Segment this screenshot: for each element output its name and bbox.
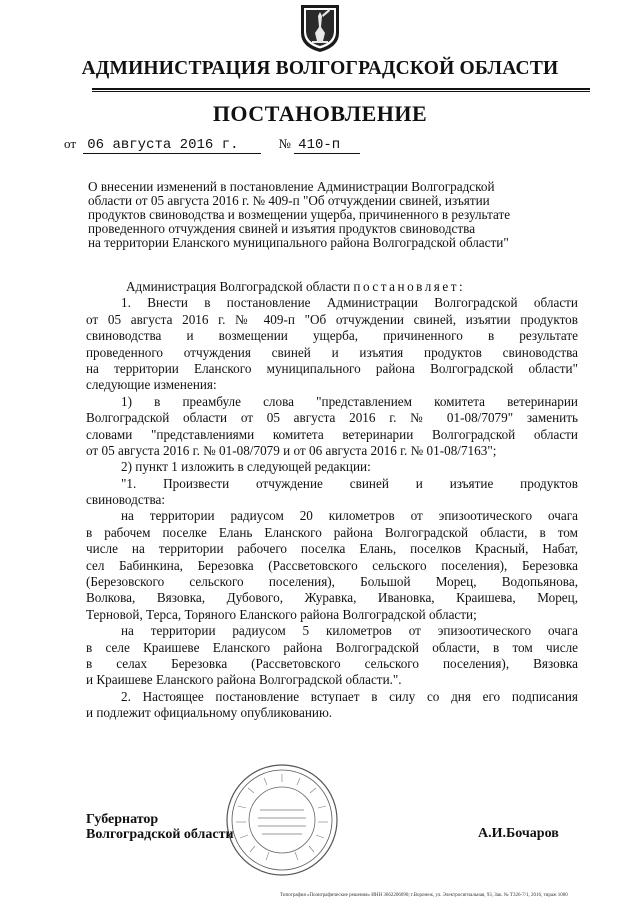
subject-line: продуктов свиноводства и возмещении ущерба, причиненного в результате <box>88 207 511 223</box>
document-subject <box>88 180 574 250</box>
body-line: сел Бабинкина, Березовка (Рассветовского сельского поселения), Березовка <box>86 557 578 573</box>
body-line: и подлежит официальному опубликованию. <box>86 705 333 721</box>
official-seal-stamp <box>224 762 340 878</box>
coat-of-arms-emblem <box>298 3 342 53</box>
body-line: от 05 августа 2016 г. № 409-п "Об отчуждении свиней, изъятии продуктов <box>86 311 578 327</box>
document-type-title: ПОСТАНОВЛЕНИЕ <box>212 101 428 126</box>
dateline <box>64 136 360 154</box>
body-intro <box>86 279 578 295</box>
signatory-title-line1: Губернатор <box>86 812 159 827</box>
header-rule-thin <box>92 91 590 92</box>
subject-line: О внесении изменений в постановление Администрации Волгоградской <box>88 179 495 194</box>
signatory-title-line2: Волгоградской области <box>86 827 234 842</box>
document-number: 410-п <box>294 137 360 154</box>
printer-imprint: Типография «Полиграфические решения» ИНН 3662206090; г.Воронеж, ул. Электросигнальная, 93, Зак. № Т326-7/1, 2016, тираж 1000 <box>280 893 568 898</box>
document-date: 06 августа 2016 г. <box>83 137 261 154</box>
intro-prefix: Администрация Волгоградской области <box>126 279 351 294</box>
body-line: 2) пункт 1 изложить в следующей редакции: <box>121 459 371 475</box>
body-line: на территории радиусом 20 километров от эпизоотического очага <box>121 508 578 524</box>
body-line: словами "представлениями комитета ветеринарии Волгоградской области <box>86 426 578 442</box>
number-label: № <box>278 136 291 151</box>
body-line: "1. Произвести отчуждение свиней и изъятие продуктов <box>121 475 578 491</box>
body-line: следующие изменения: <box>86 377 217 393</box>
body-line: в селах Березовка (Рассветовского сельского поселения), Вязовка <box>86 655 578 671</box>
body-line: проведенного отчуждения свиней и изъятия продуктов свиноводства <box>86 344 578 360</box>
signatory-name: А.И.Бочаров <box>478 826 559 841</box>
body-line: (Березовского сельского поселения), Большой Морец, Водопьянова, <box>86 574 578 590</box>
body-line: 1. Внести в постановление Администрации Волгоградской области <box>121 295 578 311</box>
body-line: Волкова, Вязовка, Дубового, Журавка, Ивановка, Краишева, Морец, <box>86 590 578 606</box>
body-line: от 05 августа 2016 г. № 01-08/7079 и от 06 августа 2016 г. № 01-08/7163"; <box>86 442 497 458</box>
body-line: на территории Еланского муниципального района Волгоградской области" <box>86 360 578 376</box>
body-line: на территории радиусом 5 километров от эпизоотического очага <box>121 623 578 639</box>
from-label: от <box>64 136 77 151</box>
signatory-title <box>86 812 234 842</box>
body-line: и Краишеве Еланского района Волгоградской области.". <box>86 672 402 688</box>
body-line: числе на территории рабочего поселка Елань, поселков Красный, Набат, <box>86 541 578 557</box>
subject-line: области от 05 августа 2016 г. № 409-п "Об отчуждении свиней, изъятии <box>88 193 490 209</box>
organization-title: АДМИНИСТРАЦИЯ ВОЛГОГРАДСКОЙ ОБЛАСТИ <box>81 58 559 79</box>
body-line: свиноводства и возмещении ущерба, причиненного в результате <box>86 328 578 344</box>
body-line: в рабочем поселке Елань Еланского района Волгоградской области, в том <box>86 524 578 540</box>
body-line: свиноводства: <box>86 492 166 508</box>
header-rule-thick <box>92 88 590 90</box>
body-line: Волгоградской области от 05 августа 2016 г. № 01-08/7079" заменить <box>86 410 578 426</box>
intro-verb: постановляет: <box>353 279 466 294</box>
body-line: 1) в преамбуле слова "представлением комитета ветеринарии <box>121 393 578 409</box>
body-line: в селе Краишеве Еланского района Волгоградской области, в том числе <box>86 639 578 655</box>
subject-line: проведенного отчуждения свиней и изъятия продуктов свиноводства <box>88 221 476 237</box>
body-line: 2. Настоящее постановление вступает в силу со дня его подписания <box>121 688 578 704</box>
body-line: Терновой, Терса, Торяного Еланского района Волгоградской области; <box>86 606 477 622</box>
subject-line: на территории Еланского муниципального района Волгоградской области" <box>88 235 509 251</box>
document-body <box>86 279 578 722</box>
